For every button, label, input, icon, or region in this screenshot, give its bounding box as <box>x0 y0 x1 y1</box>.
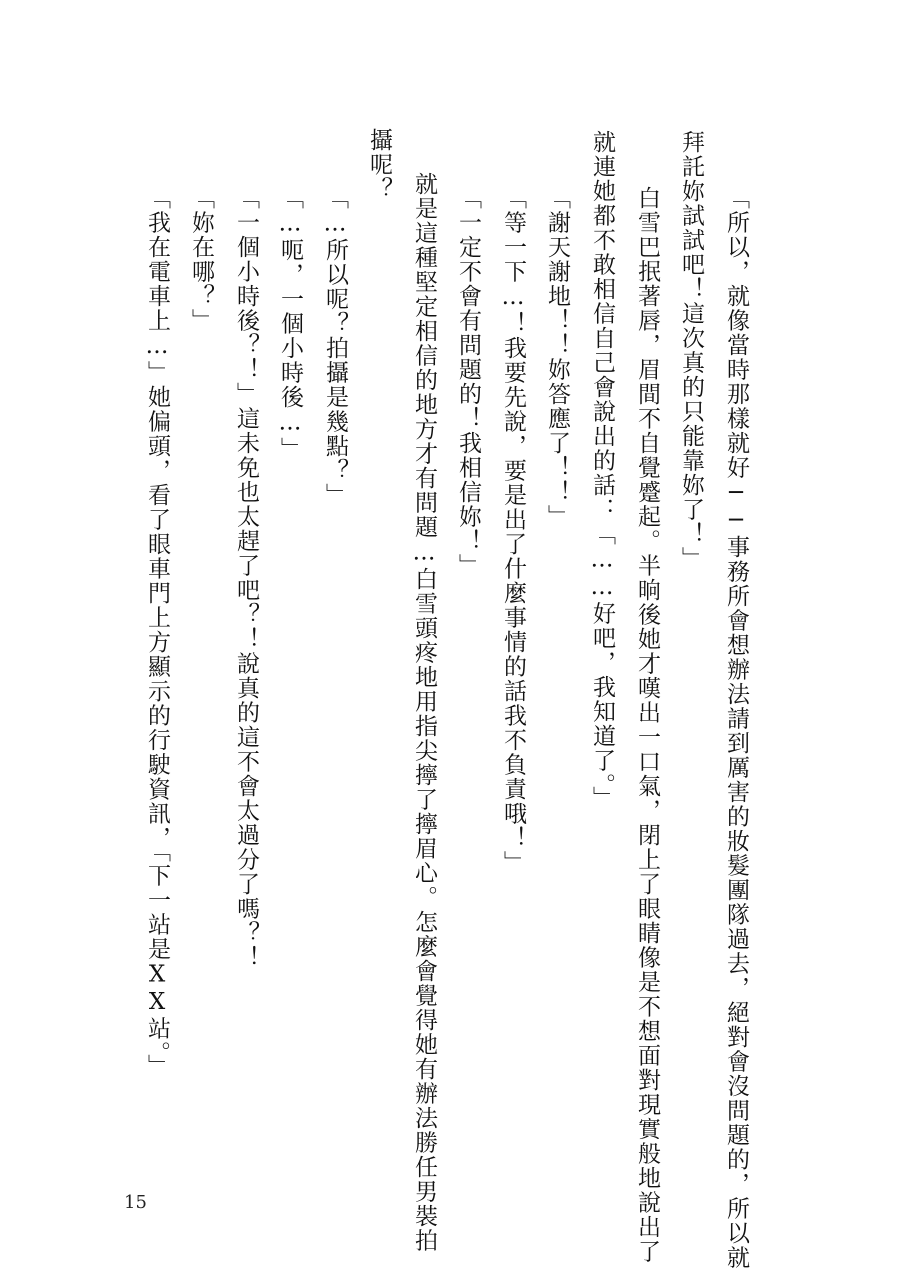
text-line: 就連她都不敢相信自己會說出的話：「……好吧，我知道了。」 <box>589 130 615 811</box>
text-line: 「一個小時後？！」這未免也太趕了吧？！說真的這不會太過分了嗎？！ <box>233 186 259 970</box>
text-line: 攝呢？ <box>366 128 392 202</box>
text-line: 「謝天謝地！！妳答應了！！」 <box>544 186 570 529</box>
text-line: 「妳在哪？」 <box>188 186 214 333</box>
text-line: 「…呃，一個小時後…」 <box>277 186 303 462</box>
text-line: 就是這種堅定相信的地方才有問題…白雪頭疼地用指尖擰了擰眉心。怎麼會覺得她有辦法勝任男裝拍 <box>411 172 437 1253</box>
text-line: 「…所以呢？拍攝是幾點？」 <box>322 186 348 508</box>
text-line: 拜託妳試試吧！這次真的只能靠妳了！」 <box>678 130 704 571</box>
text-line: 「所以，就像當時那樣就好──事務所會想辦法請到厲害的妝髮團隊過去，絕對會沒問題的，所以就 <box>723 186 749 1270</box>
text-line: 白雪巴抿著唇，眉間不自覺蹙起。半晌後她才嘆出一口氣，閉上了眼睛像是不想面對現實般地說出了 <box>634 186 660 1264</box>
text-line: 「等一下…！我要先說，要是出了什麼事情的話我不負責哦！」 <box>500 186 526 875</box>
text-line: 「我在電車上…」她偏頭，看了眼車門上方顯示的行駛資訊，「下一站是XX站。」 <box>144 186 170 1079</box>
page-number: 15 <box>124 1192 147 1213</box>
text-line: 「一定不會有問題的！我相信妳！」 <box>455 186 481 578</box>
